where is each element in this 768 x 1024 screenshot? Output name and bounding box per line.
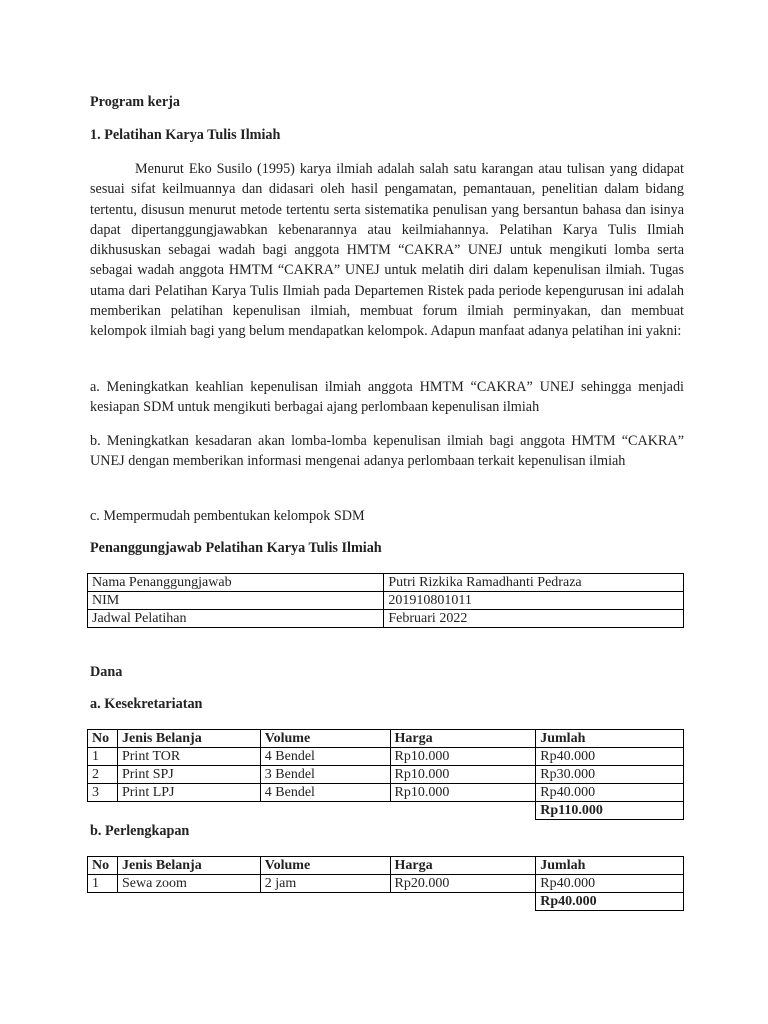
table-cell: Rp40.000: [536, 748, 684, 766]
table-row: [88, 766, 684, 784]
table-cell: 4 Bendel: [260, 748, 390, 766]
column-header: Volume: [260, 730, 390, 748]
benefit-item: c. Mempermudah pembentukan kelompok SDM: [90, 508, 365, 524]
empty-cell: [260, 893, 390, 911]
table-cell: 3: [88, 784, 118, 802]
table-cell: NIM: [88, 592, 384, 610]
column-header: Harga: [390, 730, 536, 748]
table-cell: Print LPJ: [117, 784, 260, 802]
section-title: 1. Pelatihan Karya Tulis Ilmiah: [90, 127, 281, 143]
kesekretariatan-title: a. Kesekretariatan: [90, 696, 203, 712]
column-header: Jumlah: [536, 730, 684, 748]
table-cell: Rp10.000: [390, 748, 536, 766]
table-cell: Rp40.000: [536, 875, 684, 893]
table-cell: Rp10.000: [390, 784, 536, 802]
table-cell: 4 Bendel: [260, 784, 390, 802]
table-cell: Februari 2022: [384, 610, 684, 628]
table-header-row: [88, 730, 684, 748]
column-header: Harga: [390, 857, 536, 875]
table-row: [88, 574, 684, 592]
benefit-item: b. Meningkatkan kesadaran akan lomba-lomba kepenulisan ilmiah bagi anggota HMTM “CAKRA” UNEJ dengan memberikan informasi mengenai adanya perlombaan terkait kepenulisan ilmiah: [90, 433, 684, 470]
benefit-item: a. Meningkatkan keahlian kepenulisan ilmiah anggota HMTM “CAKRA” UNEJ sehingga menjadi kesiapan SDM untuk mengikuti berbagai ajang perlombaan kepenulisan ilmiah: [90, 379, 684, 416]
perlengkapan-table: [87, 856, 684, 911]
column-header: Jumlah: [536, 857, 684, 875]
table-row: [88, 748, 684, 766]
empty-cell: [390, 802, 536, 820]
table-cell: Rp30.000: [536, 766, 684, 784]
table-cell: Nama Penanggungjawab: [88, 574, 384, 592]
total-cell: Rp110.000: [536, 802, 684, 820]
column-header: Jenis Belanja: [117, 730, 260, 748]
table-cell: Rp20.000: [390, 875, 536, 893]
table-cell: Rp10.000: [390, 766, 536, 784]
table-cell: 1: [88, 748, 118, 766]
table-row: [88, 784, 684, 802]
empty-cell: [390, 893, 536, 911]
responsible-title: Penanggungjawab Pelatihan Karya Tulis Ilmiah: [90, 540, 382, 556]
empty-cell: [88, 802, 118, 820]
table-cell: Sewa zoom: [117, 875, 260, 893]
table-cell: Putri Rizkika Ramadhanti Pedraza: [384, 574, 684, 592]
table-total-row: [88, 893, 684, 911]
intro-paragraph: Menurut Eko Susilo (1995) karya ilmiah adalah salah satu karangan atau tulisan yang didapat sesuai sifat keilmuannya dan didasari oleh hasil pengamatan, pemantauan, penelitian dalam bidang tertentu, disusun menurut metode tertentu serta sistematika penulisan yang bersantun bahasa dan isinya dapat dipertanggungjawabkan kebenarannya atau keilmiahannya. Pelatihan Karya Tulis Ilmiah dikhususkan sebagai wadah bagi anggota HMTM “CAKRA” UNEJ untuk mengikuti lomba serta sebagai wadah anggota HMTM “CAKRA” UNEJ untuk melatih diri dalam kepenulisan ilmiah. Tugas utama dari Pelatihan Karya Tulis Ilmiah pada Departemen Ristek pada periode kepengurusan ini adalah memberikan pelatihan kepenulisan ilmiah, membuat forum ilmiah perminyakan, dan membuat kelompok ilmiah bagi yang belum mendapatkan kelompok. Adapun manfaat adanya pelatihan ini yakni:: [90, 161, 684, 340]
table-cell: 2: [88, 766, 118, 784]
table-cell: 3 Bendel: [260, 766, 390, 784]
table-cell: Print TOR: [117, 748, 260, 766]
table-cell: Print SPJ: [117, 766, 260, 784]
empty-cell: [88, 893, 118, 911]
table-cell: 1: [88, 875, 118, 893]
table-row: [88, 875, 684, 893]
table-cell: 2 jam: [260, 875, 390, 893]
empty-cell: [260, 802, 390, 820]
dana-title: Dana: [90, 664, 123, 680]
total-cell: Rp40.000: [536, 893, 684, 911]
column-header: Jenis Belanja: [117, 857, 260, 875]
table-cell: 201910801011: [384, 592, 684, 610]
table-header-row: [88, 857, 684, 875]
column-header: No: [88, 730, 118, 748]
table-total-row: [88, 802, 684, 820]
table-cell: Jadwal Pelatihan: [88, 610, 384, 628]
empty-cell: [117, 802, 260, 820]
empty-cell: [117, 893, 260, 911]
perlengkapan-title: b. Perlengkapan: [90, 823, 190, 839]
table-cell: Rp40.000: [536, 784, 684, 802]
table-row: [88, 610, 684, 628]
table-row: [88, 592, 684, 610]
kesekretariatan-table: [87, 729, 684, 820]
column-header: No: [88, 857, 118, 875]
program-title: Program kerja: [90, 94, 180, 110]
responsible-table: [87, 573, 684, 628]
column-header: Volume: [260, 857, 390, 875]
